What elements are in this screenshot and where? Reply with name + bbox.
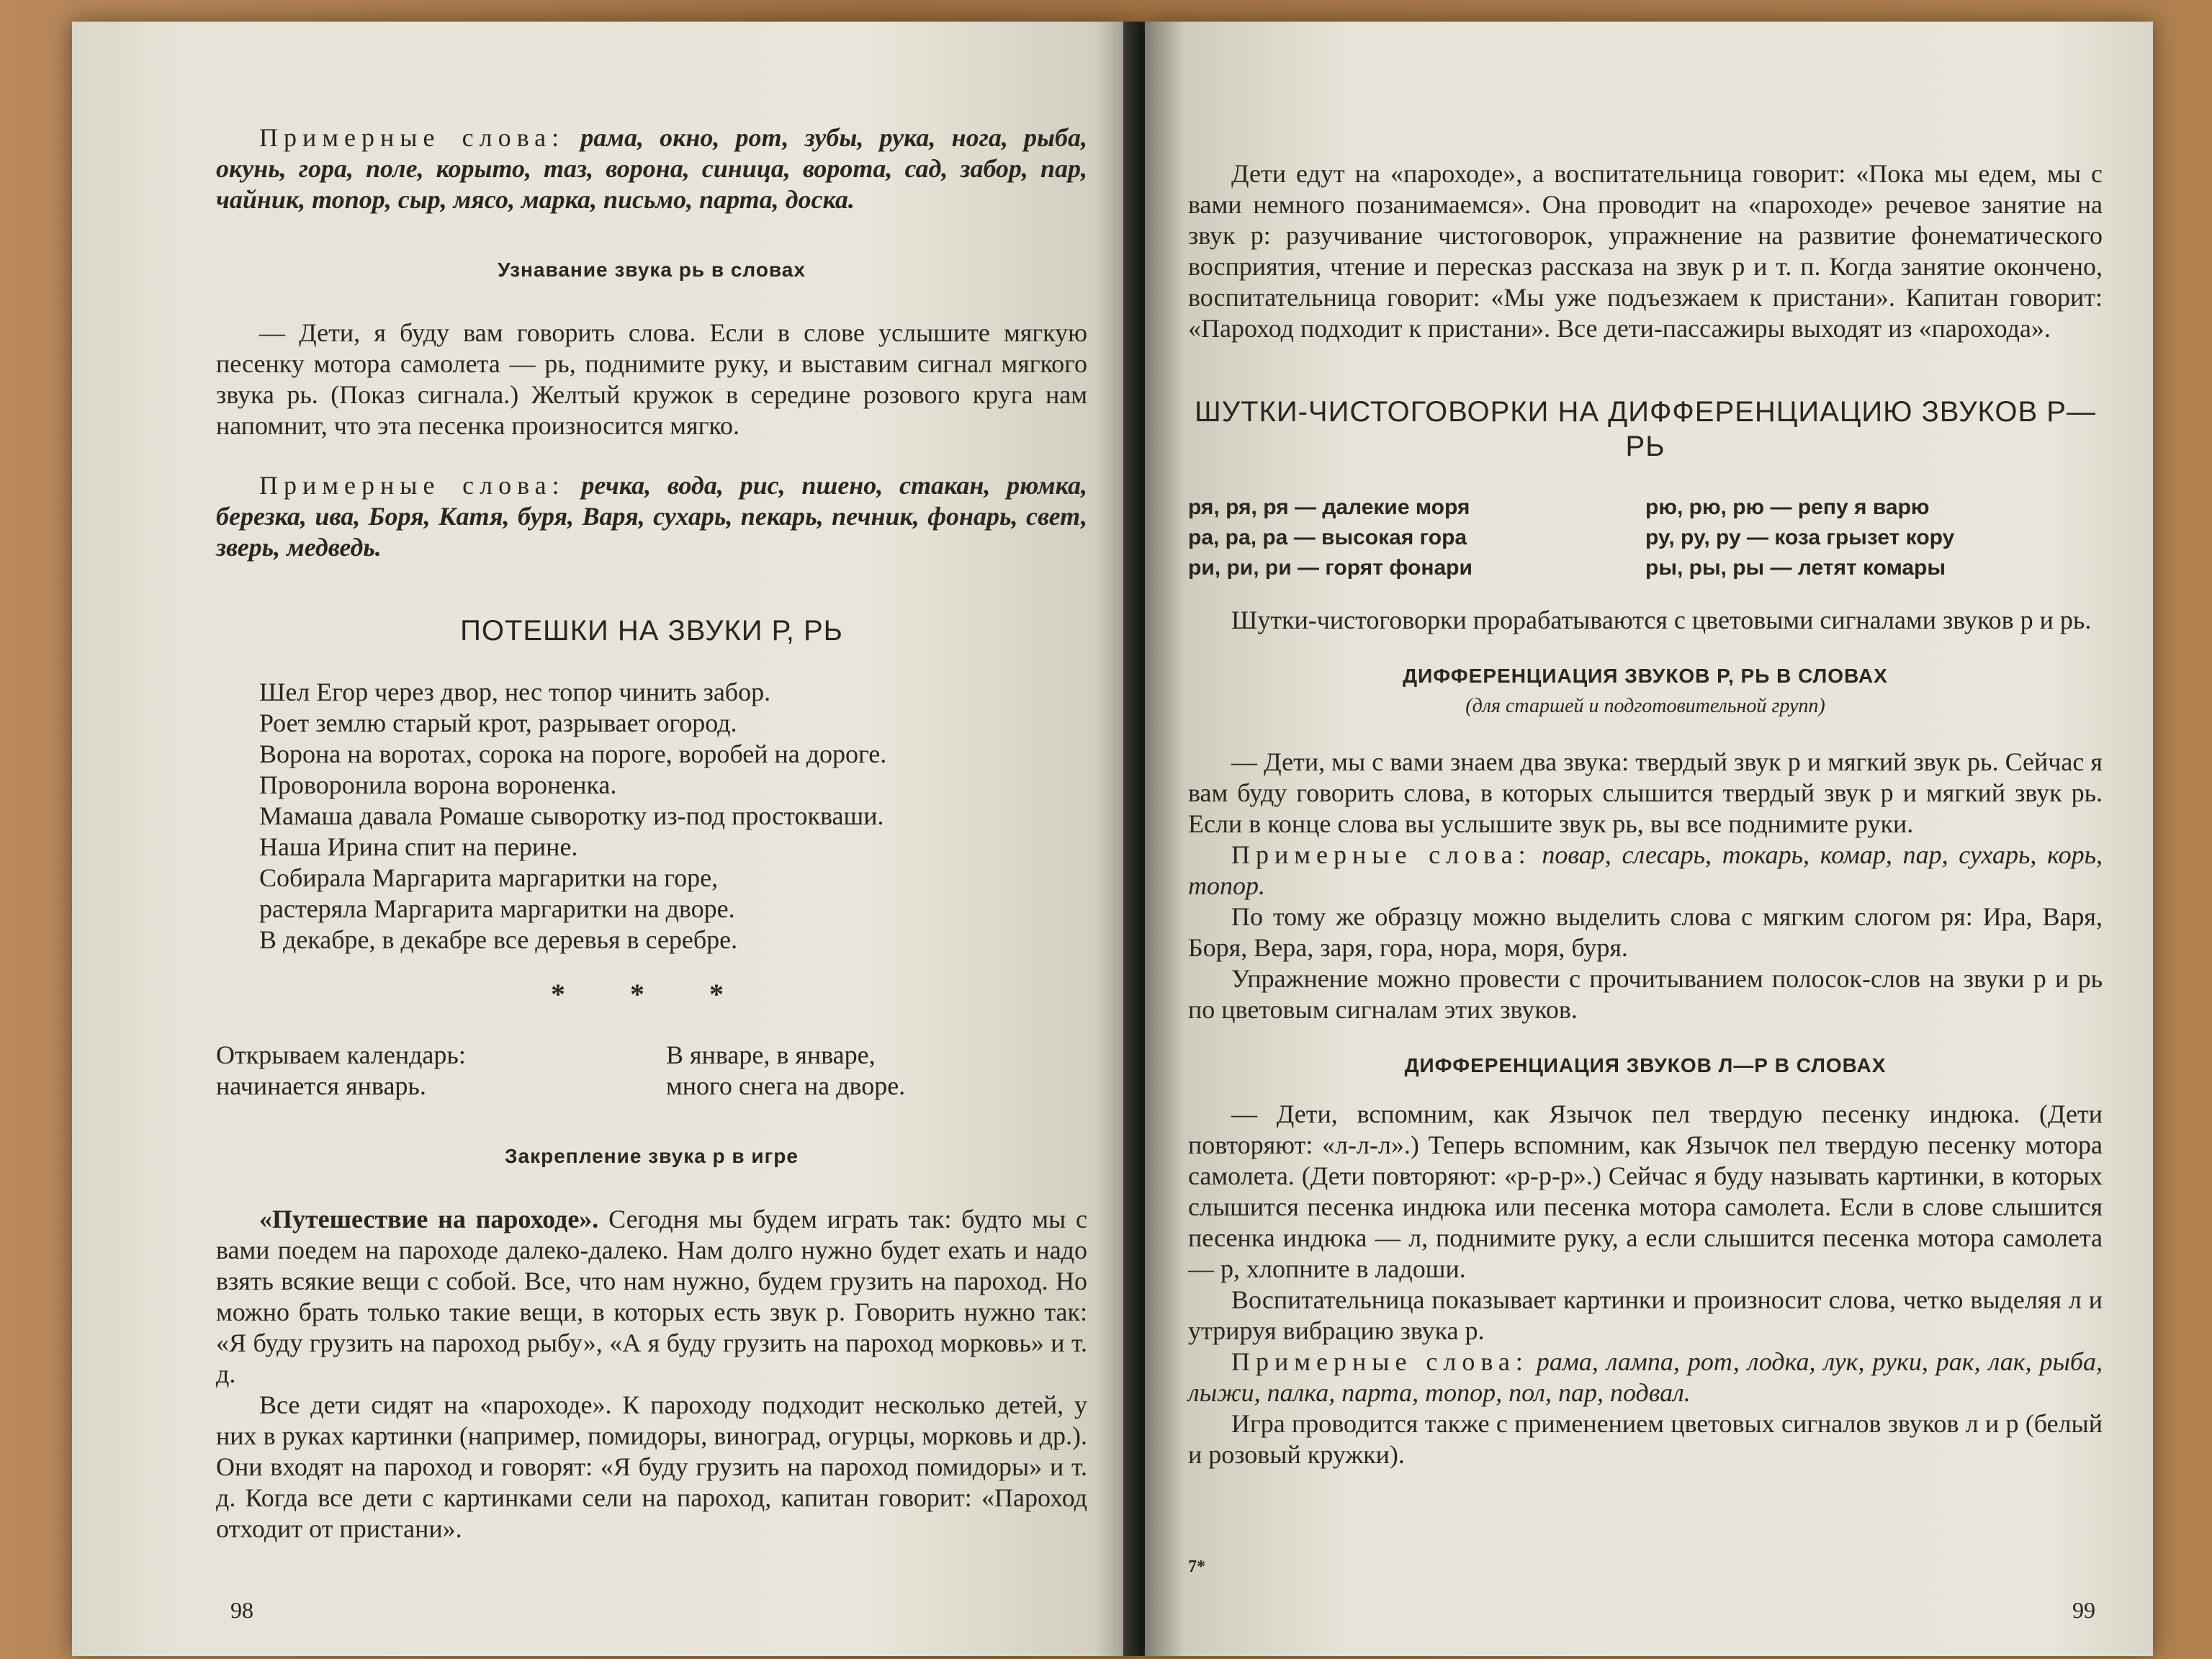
paragraph-diff-instructions: — Дети, мы с вами знаем два звука: твердый звук р и мягкий звук рь. Сейчас я вам буду говорить слова, в которых слышится твердый звук р и мягкий звук рь. Если в конце слова вы услышите звук рь, вы все поднимите руки. — [1188, 747, 2103, 838]
sample-words-list: рама, окно, рот, зубы, рука, нога, рыба, окунь, гора, поле, корыто, таз, ворона, синица, ворота, сад, забор, пар, чайник, топор, сыр, мясо, марка, письмо, парта, доска. — [216, 123, 1087, 214]
poem-line: Наша Ирина спит на перине. — [259, 832, 578, 861]
paragraph-steamboat: Дети едут на «пароходе», а воспитательница говорит: «Пока мы едем, мы с вами немного позанимаемся». Она проводит на «пароходе» речевое занятие на звук р: разучивание чистоговорок, упражнение на развитие фонематического восприятия, чтение и пересказ рассказа на звук р и т. п. Когда занятие окончено, воспитательница говорит: «Мы уже подъезжаем к пристани». Капитан говорит: «Пароход подходит к пристани». Все дети-пассажиры выходят из «парохода». — [1188, 159, 2103, 343]
chist-line: ру, ру, ру — коза грызет кору — [1645, 526, 1955, 549]
paragraph-teacher: Воспитательница показывает картинки и произносит слова, четко выделяя л и утрируя вибрацию звука р. — [1188, 1285, 2103, 1345]
sample-words-list: повар, слесарь, токарь, комар, пар, сухарь, корь, топор. — [1188, 840, 2103, 900]
subheading-groups: (для старшей и подготовительной групп) — [1465, 695, 1825, 717]
right-page — [1145, 22, 2153, 1656]
heading-shutki: ШУТКИ-ЧИСТОГОВОРКИ НА ДИФФЕРЕНЦИАЦИЮ ЗВУКОВ Р—РЬ — [1195, 396, 2096, 462]
chistogovorki — [1188, 493, 2103, 583]
paragraph-instructions: — Дети, я буду вам говорить слова. Если в слове услышите мягкую песенку мотора самолета — рь, поднимите руку, и выставим сигнал мягкого звука рь. (Показ сигнала.) Желтый кружок в середине розового круга нам напомнит, что эта песенка произносится мягко. — [216, 318, 1087, 440]
sample-words-2 — [216, 470, 1087, 563]
sample-words-label: Примерные слова: — [1231, 840, 1532, 869]
poem — [216, 677, 1087, 956]
paragraph-exercise: Упражнение можно провести с прочитыванием полосок-слов на звуки р и рь по цветовым сигналам этих звуков. — [1188, 964, 2103, 1024]
sample-words-4 — [1188, 1346, 2103, 1408]
poem-line: растеряла Маргарита маргаритки на дворе. — [259, 894, 735, 923]
game-paragraph-2: Все дети сидят на «пароходе». К пароходу подходит несколько детей, у них в руках картинки (например, помидоры, виноград, огурцы, морковь и др.). Они входят на пароход и говорят: «Я буду грузить на пароход помидоры» и т. д. Когда все дети с картинками сели на пароход, капитан говорит: «Пароход отходит от пристани». — [216, 1390, 1087, 1543]
sample-words-list: речка, вода, рис, пшено, стакан, рюмка, березка, ива, Боря, Катя, буря, Варя, сухарь, пекарь, печник, фонарь, свет, зверь, медведь. — [216, 471, 1087, 562]
chist-line: ры, ры, ры — летят комары — [1645, 556, 1946, 580]
heading-recognition: Узнавание звука рь в словах — [498, 258, 806, 281]
calendar-rhyme-right — [666, 1040, 1087, 1102]
sample-words-3 — [1188, 840, 2103, 902]
paragraph-game-signals: Игра проводится также с применением цветовых сигналов звуков л и р (белый и розовый кружки). — [1188, 1409, 2103, 1469]
book-spread — [43, 22, 2175, 1656]
paragraph-yazychok: — Дети, вспомним, как Язычок пел твердую песенку индюка. (Дети повторяют: «л-л-л».) Теперь вспомним, как Язычок пел твердую песенку мотора самолета. (Дети повторяют: «р-р-р».) Сейчас я буду называть картинки, в которых слышится песенка индюка или песенка мотора самолета. Если в слове слышится песенка индюка — л, поднимите руку, а если слышится песенка мотора самолета — р, хлопните в ладоши. — [1188, 1100, 2103, 1283]
signature-mark: 7* — [1188, 1557, 1205, 1576]
chistogovorki-right — [1645, 493, 2103, 583]
rhyme-line: В январе, в январе, — [666, 1040, 876, 1069]
heading-diff-r-rj: ДИФФЕРЕНЦИАЦИЯ ЗВУКОВ Р, РЬ В СЛОВАХ — [1403, 665, 1888, 687]
paragraph-signals: Шутки-чистоговорки прорабатываются с цветовыми сигналами звуков р и рь. — [1231, 606, 2092, 634]
rhyme-line: начинается январь. — [216, 1071, 426, 1100]
poem-line: Ворона на воротах, сорока на пороге, воробей на дороге. — [259, 739, 887, 768]
chistogovorki-left — [1188, 493, 1645, 583]
poem-line: Шел Егор через двор, нес топор чинить забор. — [259, 678, 771, 706]
left-page — [72, 22, 1138, 1656]
paragraph-soft-syllable: По тому же образцу можно выделить слова с мягким слогом ря: Ира, Варя, Боря, Вера, заря, гора, нора, моря, буря. — [1188, 902, 2103, 962]
rhyme-line: Открываем календарь: — [216, 1040, 466, 1069]
sample-words-label: Примерные слова: — [259, 123, 565, 152]
poem-line: Собирала Маргарита маргаритки на горе, — [259, 863, 719, 892]
poem-line: В декабре, в декабре все деревья в серебре. — [259, 925, 738, 954]
poem-line: Проворонила ворона вороненка. — [259, 770, 617, 799]
game-text: Сегодня мы будем играть так: будто мы с вами поедем на пароходе далеко-далеко. Нам долго нужно будет ехать и надо взять всякие вещи с собой. Все, что нам нужно, будем грузить на пароход. Но можно брать только такие вещи, в которых есть звук р. Говорить нужно так: «Я буду грузить на пароход рыбу», «А я буду грузить на пароход морковь» и т. д. — [216, 1205, 1087, 1388]
page-number-right: 99 — [2072, 1597, 2095, 1623]
chist-line: ри, ри, ри — горят фонари — [1188, 556, 1473, 580]
game-paragraph-1 — [216, 1204, 1087, 1390]
heading-diff-l-r: ДИФФЕРЕНЦИАЦИЯ ЗВУКОВ Л—Р В СЛОВАХ — [1404, 1054, 1887, 1076]
sample-words-list: рама, лампа, рот, лодка, лук, руки, рак, лак, рыба, лыжи, палка, парта, топор, пол, пар, подвал. — [1188, 1347, 2103, 1407]
sample-words-label: Примерные слова: — [259, 471, 565, 500]
poem-line: Мамаша давала Ромаше сыворотку из-под простокваши. — [259, 801, 884, 830]
chist-line: ря, ря, ря — далекие моря — [1188, 495, 1470, 519]
heading-poteshki: ПОТЕШКИ НА ЗВУКИ Р, РЬ — [460, 615, 843, 647]
page-number-left: 98 — [230, 1597, 253, 1623]
calendar-rhyme — [216, 1040, 1087, 1102]
rhyme-line: много снега на дворе. — [666, 1071, 906, 1100]
chist-line: рю, рю, рю — репу я варю — [1645, 495, 1930, 519]
poem-line: Роет землю старый крот, разрывает огород. — [259, 709, 737, 737]
calendar-rhyme-left — [216, 1040, 637, 1102]
sample-words-1 — [216, 122, 1087, 215]
game-title: «Путешествие на пароходе». — [259, 1205, 599, 1233]
chist-line: ра, ра, ра — высокая гора — [1188, 526, 1467, 549]
sample-words-label: Примерные слова: — [1231, 1347, 1529, 1376]
heading-game: Закрепление звука р в игре — [505, 1145, 799, 1167]
section-stars: * * * — [551, 978, 752, 1010]
